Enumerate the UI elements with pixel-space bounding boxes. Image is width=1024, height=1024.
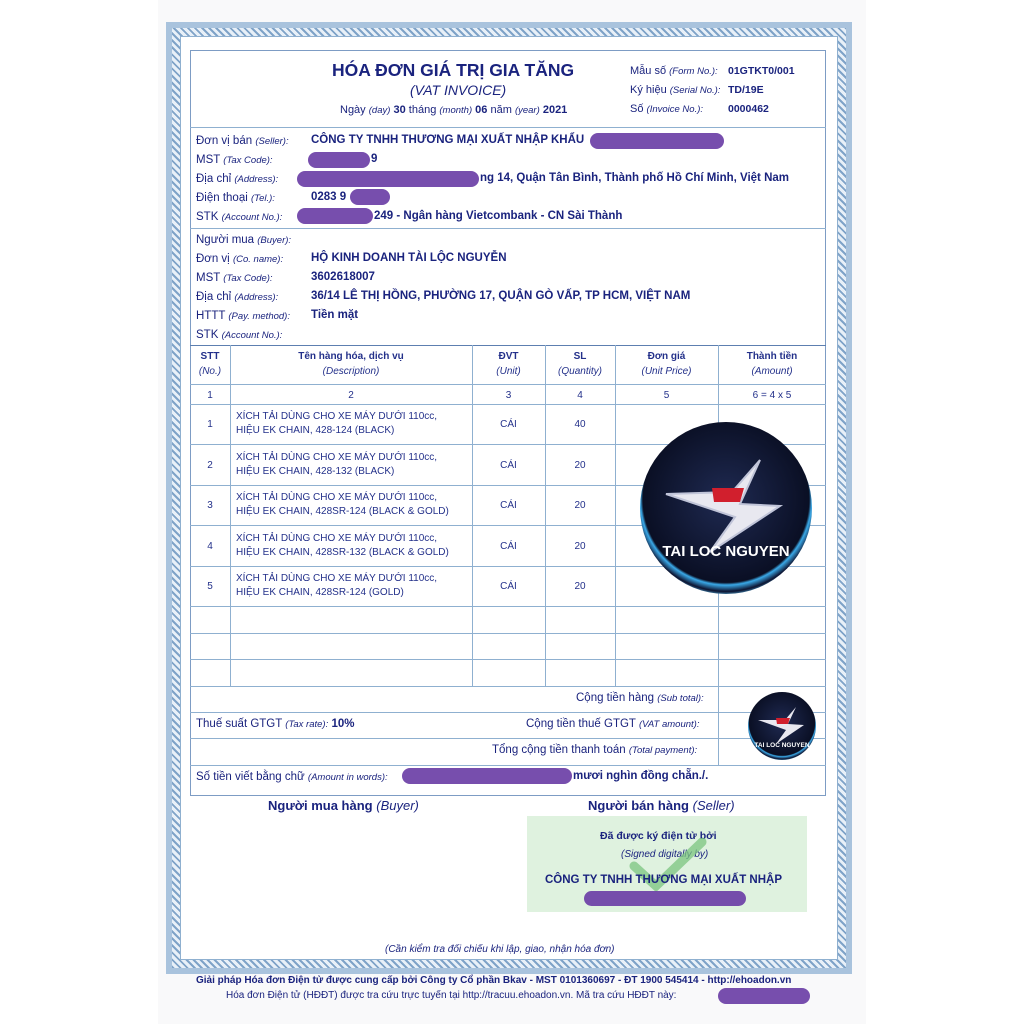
- seller-tel-value: 0283 9: [311, 191, 347, 203]
- vat-amount-label: Cộng tiền thuế GTGT (VAT amount):: [526, 718, 700, 730]
- serial-no-value: TD/19E: [728, 84, 764, 96]
- column-header: STT: [200, 351, 220, 362]
- buyer-address-value: 36/14 LÊ THỊ HỒNG, PHƯỜNG 17, QUẬN GÒ VẤP, TP HCM, VIỆT NAM: [311, 290, 691, 302]
- total-payment-label: Tổng cộng tiền thanh toán (Total payment):: [492, 744, 698, 756]
- buyer-tax-label: MST (Tax Code):: [196, 272, 273, 284]
- row-number: 4: [207, 540, 213, 552]
- buyer-co-value: HỘ KINH DOANH TÀI LỘC NGUYỄN: [311, 252, 507, 264]
- row-unit: CÁI: [500, 459, 517, 471]
- row-description: HIỆU EK CHAIN, 428SR-124 (GOLD): [236, 587, 404, 598]
- row-quantity: 20: [574, 581, 586, 592]
- check-note: (Cần kiểm tra đối chiếu khi lập, giao, nhận hóa đơn): [385, 944, 615, 955]
- redaction-mark: [350, 189, 390, 205]
- column-number: 1: [207, 390, 213, 401]
- buyer-sign-label: Người mua hàng (Buyer): [268, 798, 419, 813]
- buyer-tax-value: 3602618007: [311, 271, 375, 283]
- row-number: 3: [207, 500, 213, 511]
- star-logo-icon: [640, 422, 812, 594]
- row-description: HIỆU EK CHAIN, 428-124 (BLACK): [236, 425, 395, 436]
- column-header-en: (Quantity): [558, 366, 602, 377]
- footer-provider: Giải pháp Hóa đơn Điện tử được cung cấp bởi Công ty Cổ phần Bkav - MST 0101360697 - ĐT 1900 545414 - http://ehoadon.vn: [196, 975, 792, 986]
- buyer-pay-label: HTTT (Pay. method):: [196, 310, 290, 322]
- column-header-en: (Description): [322, 366, 380, 377]
- star-logo-icon: [748, 692, 816, 760]
- column-header-en: (Unit): [496, 366, 521, 377]
- row-description: XÍCH TẢI DÙNG CHO XE MÁY DƯỚI 110cc,: [236, 492, 438, 503]
- redaction-mark: [402, 768, 572, 784]
- column-number: 4: [577, 390, 583, 401]
- amount-words-value: mươi nghìn đồng chẵn./.: [573, 770, 709, 782]
- row-unit: CÁI: [500, 419, 517, 430]
- row-unit: CÁI: [500, 540, 517, 552]
- invoice-title: HÓA ĐƠN GIÁ TRỊ GIA TĂNG: [332, 60, 575, 80]
- column-number: 6 = 4 x 5: [752, 390, 792, 401]
- invoice-no-value: 0000462: [728, 103, 769, 115]
- row-quantity: 20: [574, 500, 586, 511]
- column-header: ĐVT: [498, 351, 519, 362]
- column-header-en: (Unit Price): [641, 366, 692, 377]
- column-header: SL: [573, 351, 587, 362]
- seller-address-value: ng 14, Quận Tân Bình, Thành phố Hồ Chí Minh, Việt Nam: [480, 172, 790, 184]
- row-number: 1: [207, 419, 213, 430]
- seller-tel-label: Điện thoại (Tel.):: [196, 192, 275, 204]
- column-header-en: (Amount): [751, 366, 793, 377]
- invoice-no-label: Số (Invoice No.):: [630, 103, 704, 115]
- redaction-mark: [584, 891, 746, 906]
- row-description: HIỆU EK CHAIN, 428SR-132 (BLACK & GOLD): [236, 546, 449, 558]
- invoice-title-en: (VAT INVOICE): [410, 82, 507, 98]
- taxrate-label: Thuế suất GTGT (Tax rate): 10%: [196, 718, 355, 730]
- form-no-value: 01GTKT0/001: [728, 65, 795, 77]
- column-header-en: (No.): [198, 366, 222, 377]
- row-description: XÍCH TẢI DÙNG CHO XE MÁY DƯỚI 110cc,: [236, 411, 438, 422]
- seller-name-label: Đơn vị bán (Seller):: [196, 135, 289, 147]
- row-quantity: 20: [574, 459, 586, 471]
- column-number: 5: [663, 390, 670, 401]
- redaction-mark: [297, 208, 373, 224]
- buyer-pay-value: Tiền mặt: [311, 309, 359, 321]
- redaction-mark: [308, 152, 370, 168]
- redaction-mark: [297, 171, 479, 187]
- column-number: 3: [505, 390, 512, 401]
- row-quantity: 20: [574, 540, 586, 552]
- footer-lookup: Hóa đơn Điện tử (HĐĐT) được tra cứu trực tuyến tại http://tracuu.ehoadon.vn. Mã tra cứu HĐĐT này:: [226, 990, 677, 1001]
- buyer-account-label: STK (Account No.):: [196, 329, 283, 341]
- signed-company: CÔNG TY TNHH THƯƠNG MẠI XUẤT NHẬP: [545, 874, 782, 886]
- row-description: HIỆU EK CHAIN, 428-132 (BLACK): [236, 465, 395, 477]
- row-unit: CÁI: [500, 500, 517, 511]
- redaction-mark: [590, 133, 724, 149]
- column-header: Đơn giá: [647, 351, 686, 362]
- logo-text: TAI LOC NGUYEN: [754, 742, 810, 749]
- invoice-date: Ngày (day) 30 tháng (month) 06 năm (year) 2021: [340, 104, 568, 116]
- row-quantity: 40: [574, 419, 586, 430]
- seller-account-label: STK (Account No.):: [196, 211, 283, 223]
- seller-account-value: 249 - Ngân hàng Vietcombank - CN Sài Thành: [374, 210, 623, 222]
- redaction-mark: [718, 988, 810, 1004]
- column-header: Tên hàng hóa, dịch vụ: [298, 351, 404, 362]
- signed-label-en: (Signed digitally by): [621, 849, 709, 860]
- column-number: 2: [348, 390, 354, 401]
- buyer-label: Người mua (Buyer):: [196, 234, 292, 246]
- form-no-label: Mẫu số (Form No.):: [630, 65, 718, 77]
- seller-address-label: Địa chỉ (Address):: [196, 173, 279, 185]
- row-number: 5: [207, 581, 213, 592]
- seller-name-value: CÔNG TY TNHH THƯƠNG MẠI XUẤT NHẬP KHẨU: [311, 134, 585, 146]
- logo-text: TAI LOC NGUYEN: [662, 543, 790, 560]
- row-description: XÍCH TẢI DÙNG CHO XE MÁY DƯỚI 110cc,: [236, 532, 438, 544]
- row-description: HIỆU EK CHAIN, 428SR-124 (BLACK & GOLD): [236, 506, 449, 517]
- serial-no-label: Ký hiệu (Serial No.):: [630, 84, 721, 96]
- amount-words-label: Số tiền viết bằng chữ (Amount in words):: [196, 771, 388, 783]
- seller-sign-label: Người bán hàng (Seller): [588, 798, 735, 813]
- seller-tax-label: MST (Tax Code):: [196, 154, 273, 166]
- row-description: XÍCH TẢI DÙNG CHO XE MÁY DƯỚI 110cc,: [236, 451, 438, 463]
- seller-tax-value: 9: [371, 153, 378, 165]
- buyer-co-label: Đơn vị (Co. name):: [196, 253, 284, 265]
- subtotal-label: Cộng tiền hàng (Sub total):: [576, 692, 704, 704]
- row-description: XÍCH TẢI DÙNG CHO XE MÁY DƯỚI 110cc,: [236, 573, 438, 584]
- signed-label: Đã được ký điện tử bởi: [600, 830, 717, 842]
- column-header: Thành tiền: [746, 351, 798, 362]
- row-unit: CÁI: [500, 581, 517, 592]
- buyer-address-label: Địa chỉ (Address):: [196, 291, 279, 303]
- row-number: 2: [207, 459, 213, 471]
